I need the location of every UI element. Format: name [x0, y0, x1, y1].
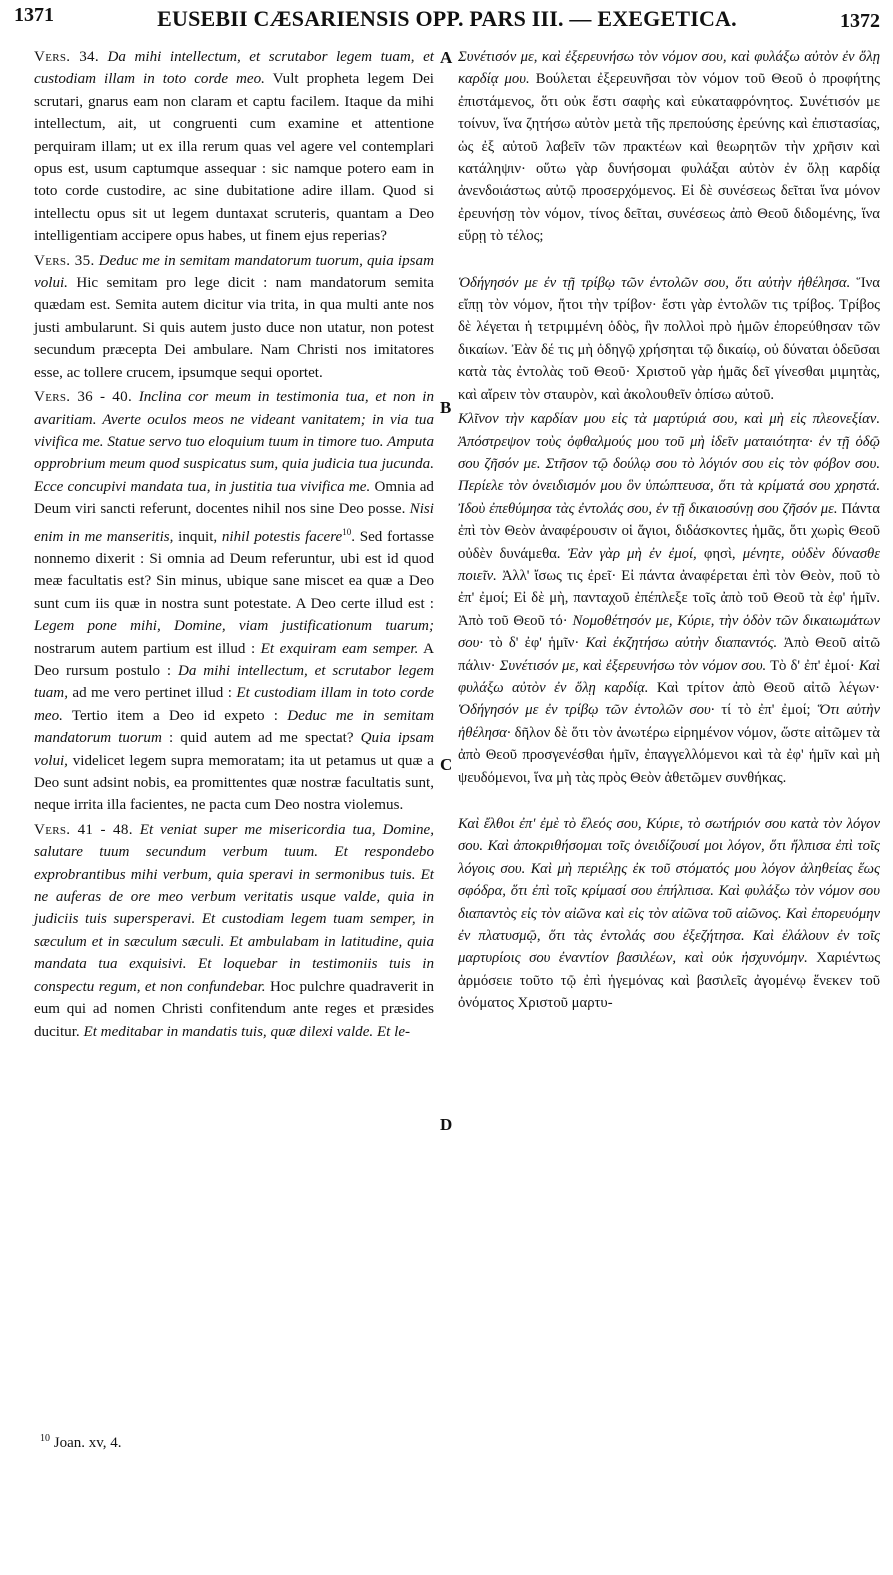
verse-number: Vers. 36 - 40.: [34, 389, 133, 406]
commentary-text: Βούλεται ἐξερευνῆσαι τὸν νόμον τοῦ Θεοῦ ὁ προφήτης ἐπιστάμενος, ὅτι οὐκ ἔστι σαφὴς καὶ εὐκαταφρόνητος. Συνέτισόν με τοίνυν, ἵνα ζητήσω αὐτὸν μετὰ τῆς πρεπούσης ἐρεύνης καὶ ἐπιστασίας, ὡς ἐξ αὐτοῦ λαβεῖν τῶν πρακτέων καὶ θεωρητῶν τὴν χρῆσιν καὶ κατάληψιν· οὕτω γὰρ δυνήσομαι φυλάξαι αὐτὸν ἐν ὅλῃ καρδίᾳ ἀνενδοιάστως αὐτῷ προσερχόμενος. Εἰ δὲ συνέσεως δεῖται ἵνα μόνον ἐρευνήσῃ τὸν νόμον, τίνος δεῖται, συνέσεως ἀπὸ Θεοῦ διδομένης, ἵνα εὕρῃ τὸ τέλος;: [458, 71, 881, 245]
margin-letter-a: A: [440, 48, 453, 67]
verse-number: Vers. 34.: [34, 49, 99, 65]
verse-lemma: Et veniat super me misericordia tua, Domine, salutare tuum secundum verbum tuum. Et respondebo exprobrantibus mihi verbum, quia speravi in sermonibus tuis. Et ne auferas de ore meo verbum veritatis usque valde, quia in judiciis tuis supersperavi. Et custodiam legem tuam semper, in sæculum et in sæculum sæculi. Et ambulabam in latitudine, quia mandata tua exquisivi. Et loquebar in testimoniis tuis in conspectu regum, et non confundebar.: [34, 821, 435, 995]
greek-paragraph-2: [458, 272, 880, 406]
commentary-text: Vult propheta legem Dei scrutari, gnarus eam non claram et captu facilem. Itaque da mihi intellectum, ait, ut congruenti cum examine et attentione perquiram illam; ut ex illa rerum quas vel agere vel contemplari opus est, usum captumque assequar : sic namque potero eam in toto corde custodire, ac sine dubitatione adire illam. Quod si intellectu opus sit ut legem duntaxat scruteris, quantam a Deo intelligentiam accipere opus habes, ut finem ejus reperias?: [34, 71, 435, 245]
verse-lemma: Συνέτισόν με, καὶ ἐξερευνήσω τὸν νόμον σου, καὶ φυλάξω αὐτὸν ἐν ὅλῃ καρδίᾳ μου.: [458, 49, 880, 88]
commentary-text: ad me vero pertinet illud :: [72, 685, 232, 702]
commentary-text: δῆλον δὲ ὅτι τὸν ἀνωτέρω εἰρημένον νόμον, ὥστε αἰτῶμεν τὰ ἀπὸ Θεοῦ προσγενέσθαι ἡμῖν, ἐπαγγελλόμενοι καὶ τὰ ἐφ' ἡμῖν καὶ μὴ ψευδόμενοι, ἵνα μὴ τὰς πρὸς Θεὸν ἀθετῶμεν συνθήκας.: [458, 724, 881, 786]
greek-column: [458, 46, 880, 1015]
commentary-text: A Deo rursum postulo :: [34, 640, 434, 679]
verse-lemma: Κλῖνον τὴν καρδίαν μου εἰς τὰ μαρτύριά σου, καὶ μὴ εἰς πλεονεξίαν. Ἀπόστρεψον τοὺς ὀφθαλμούς μου τοῦ μὴ ἰδεῖν ματαιότητα· ἐν τῇ ὁδῷ σου ζῆσόν με. Στῆσον τῷ δούλῳ σου τὸ λόγιόν σου εἰς τὸν φόβον σου. Περίελε τὸν ὀνειδισμόν μου ὃν ὑπώπτευσα, ὅτι τὰ κρίματά σου χρηστά. Ἰδοὺ ἐπεθύμησα τὰς ἐντολάς σου, ἐν τῇ δικαιοσύνῃ σου ζῆσόν με.: [458, 411, 880, 517]
commentary-text: Χαριέντως ἁρμόσειε τοῦτο τῷ ἐπὶ ἡγεμόνας καὶ βασιλεῖς ἀγομένῳ ἕνεκεν τοῦ ὀνόματος Χριστοῦ μαρτυ-: [458, 950, 881, 1012]
footnote-reference: 10: [342, 526, 352, 537]
verse-lemma: Ὁδήγησόν με ἐν τῇ τρίβῳ τῶν ἐντολῶν σου, ὅτι αὐτὴν ἠθέλησα.: [458, 274, 851, 291]
commentary-text: Ἀπὸ Θεοῦ αἰτῶ πάλιν·: [458, 635, 881, 674]
quotation: Ἐὰν γὰρ μὴ ἐν ἐμοί,: [567, 545, 697, 562]
commentary-text: Hoc pulchre quadraverit in eum qui ad nomen Christi confitendum ante reges et præsides ducitur.: [34, 978, 434, 1040]
verse-lemma: Καὶ ἔλθοι ἐπ' ἐμὲ τὸ ἔλεός σου, Κύριε, τὸ σωτήριόν σου κατὰ τὸν λόγον σου. Καὶ ἀποκριθήσομαι τοῖς ὀνειδίζουσί μοι λόγον, ὅτι ἤλπισα ἐπὶ τοῖς λόγοις σου. Καὶ μὴ περιέλῃς ἐκ τοῦ στόματός μου λόγον ἀληθείας ἕως σφόδρα, ὅτι ἐπὶ τοῖς κρίμασί σου ἐπήλπισα. Καὶ φυλάξω τὸν νόμον σου διαπαντὸς εἰς τὸν αἰῶνα καὶ εἰς τὸν αἰῶνα τοῦ αἰῶνος. Καὶ ἐπορευόμην ἐν πλατυσμῷ, ὅτι τὰς ἐντολάς σου ἐξεζήτησα. Καὶ ἐλάλουν ἐν τοῖς μαρτυρίοις σου ἐναντίον βασιλέων, καὶ οὐκ ἠσχυνόμην.: [458, 816, 880, 967]
commentary-text: Omnia ad Deum viri sancti referunt, docentes nihil nos sine Deo posse.: [34, 478, 434, 518]
margin-letter-d: D: [440, 1115, 453, 1134]
quotation: Quia ipsam volui,: [34, 730, 434, 769]
commentary-text: : quid autem ad me spectat?: [168, 730, 354, 747]
verse-lemma: Et meditabar in mandatis tuis, quæ dilexi valde. Et le-: [83, 1023, 411, 1040]
commentary-text: Hic semitam pro lege dicit : nam mandatorum semita quædam est. Semita autem dicitur via trita, in qua multi ante nos justi ambularunt. Si quis autem justo duce non utatur, non potest secundum præcepta Dei ambulare. Nam Christi nos imitatores esse, ac tollere crucem, ipsumque sequi oportet.: [34, 275, 434, 381]
latin-paragraph-vers-36-40: [34, 386, 434, 817]
page-number-right: 1372: [840, 10, 880, 32]
quotation: nihil potestis facere: [221, 528, 343, 545]
footnote-mark: 10: [40, 1433, 50, 1444]
commentary-text: Τὸ δ' ἐπ' ἐμοί·: [770, 657, 855, 674]
commentary-text: Ἀλλ' ἴσως τις ἐρεῖ· Εἰ πάντα ἀναφέρεται ἐπὶ τὸν Θεὸν, ποῦ τὸ ἐπ' ἐμοί; Εἰ δὲ μὴ, πανταχοῦ ἐπέπλεξε τοῖς ἀπὸ τοῦ Θεοῦ τὰ ἐφ' ἡμῖν. Ἀπὸ τοῦ Θεοῦ τό·: [458, 567, 881, 629]
running-header: [14, 4, 880, 44]
quotation: Νομοθέτησόν με, Κύριε, τὴν ὁδὸν τῶν δικαιωμάτων σου·: [458, 612, 881, 652]
latin-paragraph-vers-34: [34, 46, 434, 248]
running-title: EUSEBII CÆSARIENSIS OPP. PARS III. — EXEGETICA.: [157, 6, 737, 31]
commentary-text: inquit,: [178, 528, 218, 545]
greek-paragraph-3: [458, 408, 880, 789]
latin-paragraph-vers-41-48: [34, 819, 434, 1043]
quotation: Legem pone mihi, Domine, viam justificationum tuarum;: [34, 618, 434, 635]
latin-paragraph-vers-35: [34, 250, 434, 384]
verse-number: Vers. 41 - 48.: [34, 821, 133, 838]
quotation: Nisi enim in me manseritis,: [34, 501, 435, 545]
quotation: Ὅτι αὐτὴν ἠθέλησα·: [458, 702, 881, 741]
greek-paragraph-4: [458, 813, 880, 1015]
margin-letter-c: C: [440, 755, 453, 774]
margin-letter-b: B: [440, 398, 452, 417]
footnote: [40, 1433, 122, 1452]
quotation: Da mihi intellectum, et scrutabor legem tuam,: [34, 663, 434, 702]
commentary-text: Ἵνα εἴπῃ τὸν νόμον, ἤτοι τὴν τρίβον· ἔστι γὰρ ἐντολῶν τις τρίβος. Τρίβος δὲ λέγεται ἡ τετριμμένη ὁδὸς, ἣν πολλοὶ πρὸ ἡμῶν ἐπορεύθησαν τῶν δικαίων. Ἐὰν δέ τις μὴ ὁδηγῷ χρήσηται τῷ δικαίῳ, οὐ δύναται ὁδεῦσαι κατὰ τὰς ἐντολὰς τοῦ Θεοῦ· Χριστοῦ γὰρ ἡμᾶς δεῖ γίνεσθαι μιμητὰς, καὶ αἴρειν τὸν σταυρὸν, καὶ ἀκολουθεῖν ὀπίσω αὐτοῦ.: [458, 274, 880, 403]
page-number-left: 1371: [14, 4, 54, 26]
footnote-text: Joan. xv, 4.: [53, 1435, 122, 1451]
commentary-text: φησὶ,: [703, 545, 736, 562]
quotation: Συνέτισόν με, καὶ ἐξερευνήσω τὸν νόμον σου.: [499, 657, 767, 674]
commentary-text: Καὶ τρίτον ἀπὸ Θεοῦ αἰτῶ λέγων·: [656, 679, 880, 696]
commentary-text: nostrarum autem partium est illud :: [34, 640, 256, 657]
commentary-text: videlicet legem supra memoratam; ita ut petamus ut quæ a Deo sunt adsint nobis, ea promittentes quæ nostræ facultatis sunt, neque irrita illa facientes, ne pacta cum Deo nostra violemus.: [34, 752, 434, 814]
commentary-text: . Sed fortasse nonnemo dixerit : Si omnia ad Deum referuntur, ubi est id quod meæ facultatis est? Sin minus, ubique sane miscet ea quæ a Deo sunt cum iis quæ in nostra sunt potestate. A Deo certe illud est :: [34, 528, 434, 612]
quotation: Ὁδήγησόν με ἐν τρίβῳ τῶν ἐντολῶν σου·: [458, 702, 715, 719]
commentary-text: τί τὸ ἐπ' ἐμοί;: [721, 702, 811, 719]
latin-column: [34, 46, 434, 1043]
verse-lemma: Deduc me in semitam mandatorum tuorum, quia ipsam volui.: [34, 252, 434, 292]
quotation: Deduc me in semitam mandatorum tuorum: [34, 707, 434, 747]
quotation: Et exquiram eam semper.: [260, 640, 419, 657]
quotation: μένητε, οὐδὲν δύνασθε ποιεῖν.: [458, 545, 881, 584]
quotation: Et custodiam illam in toto corde meo.: [34, 685, 434, 724]
quotation: Καὶ ἐκζητήσω αὐτὴν διαπαντός.: [585, 635, 778, 652]
commentary-text: Tertio item a Deo id expeto :: [71, 707, 278, 724]
commentary-text: τὸ δ' ἐφ' ἡμῖν·: [489, 635, 580, 652]
greek-paragraph-1: [458, 46, 880, 248]
quotation: Καὶ φυλάξω αὐτὸν ἐν ὅλῃ καρδίᾳ.: [458, 657, 881, 696]
verse-lemma: Da mihi intellectum, et scrutabor legem tuam, et custodiam illam in toto corde meo.: [34, 49, 434, 88]
verse-number: Vers. 35.: [34, 252, 95, 269]
commentary-text: Πάντα ἐπὶ τὸν Θεὸν ἀναφέρουσιν οἱ ἅγιοι, διδάσκοντες ἡμᾶς, ὅτι χωρὶς Θεοῦ οὐδὲν δυνάμεθα.: [458, 500, 880, 562]
verse-lemma: Inclina cor meum in testimonia tua, et non in avaritiam. Averte oculos meos ne videant vanitatem; in via tua vivifica me. Statue servo tuo eloquium tuum in timore tuo. Amputa opprobrium meum quod suspicatus sum, quia judicia tua jucunda. Ecce concupivi mandata tua, in justitia tua vivifica me.: [34, 389, 434, 495]
